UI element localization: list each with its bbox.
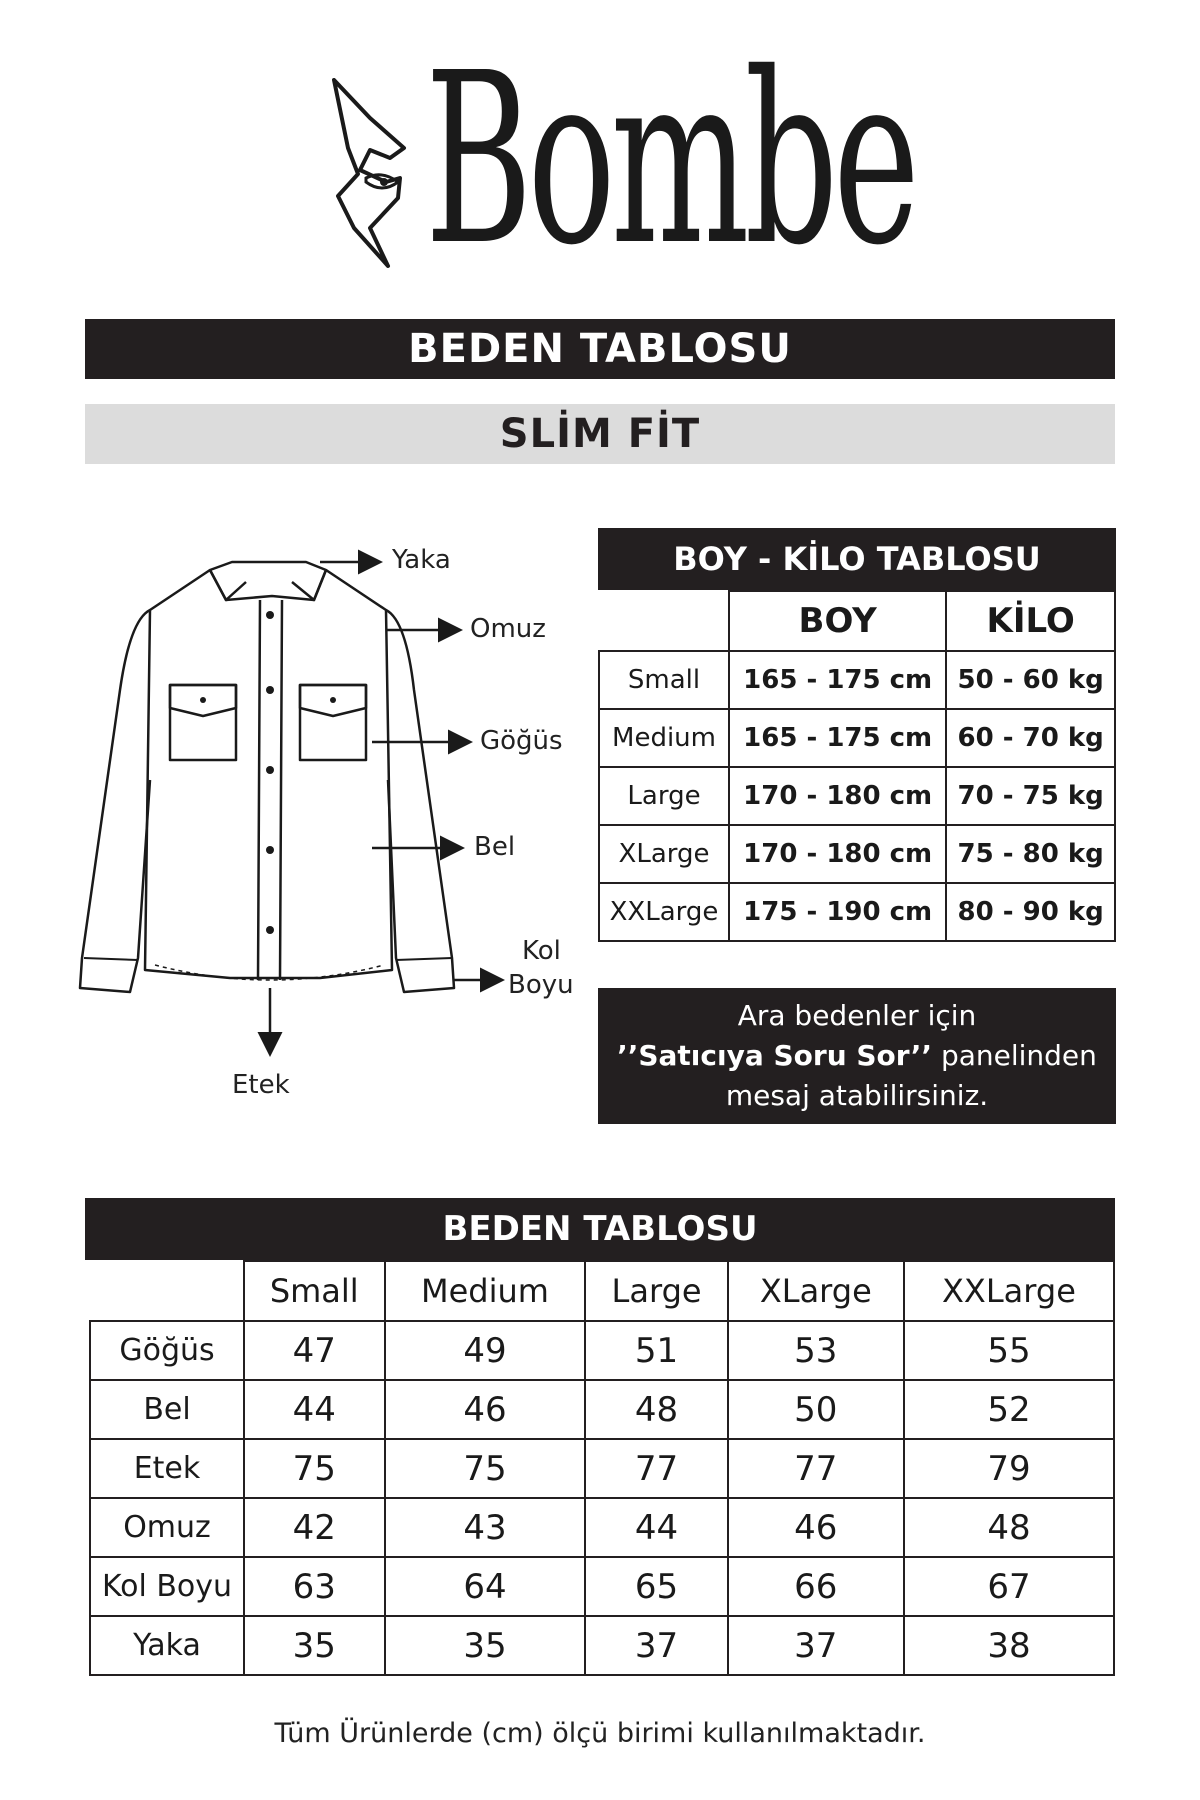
- note-line-2-rest: panelinden: [932, 1039, 1097, 1072]
- fit-banner: SLİM FİT: [85, 404, 1115, 464]
- blank-cell: [599, 591, 729, 651]
- label-boyu: Boyu: [508, 970, 574, 1000]
- note-line-1: Ara bedenler için: [737, 999, 977, 1032]
- size-cell: XXLarge: [599, 883, 729, 941]
- table-cell: 51: [585, 1321, 727, 1380]
- table-cell: 64: [385, 1557, 586, 1616]
- info-note: [598, 988, 1116, 1124]
- table-cell: 37: [585, 1616, 727, 1675]
- column-header: XLarge: [728, 1261, 904, 1321]
- table-cell: 75: [385, 1439, 586, 1498]
- table-cell: 35: [385, 1616, 586, 1675]
- table-cell: 52: [904, 1380, 1114, 1439]
- column-header: Medium: [385, 1261, 586, 1321]
- table-cell: 77: [585, 1439, 727, 1498]
- boy-kilo-table: [598, 590, 1116, 942]
- table-cell: 46: [385, 1380, 586, 1439]
- table-header-row: [599, 591, 1115, 651]
- table-cell: 44: [585, 1498, 727, 1557]
- table-row: [599, 651, 1115, 709]
- kilo-cell: 70 - 75 kg: [946, 767, 1115, 825]
- kilo-cell: 75 - 80 kg: [946, 825, 1115, 883]
- label-gogus: Göğüs: [480, 726, 563, 756]
- row-header: Omuz: [90, 1498, 244, 1557]
- table-row: [90, 1321, 1114, 1380]
- table-cell: 66: [728, 1557, 904, 1616]
- table-cell: 77: [728, 1439, 904, 1498]
- boy-cell: 175 - 190 cm: [729, 883, 946, 941]
- note-line-3: mesaj atabilirsiniz.: [725, 1079, 989, 1112]
- size-table-title: BEDEN TABLOSU: [85, 1198, 1115, 1260]
- table-row: [599, 767, 1115, 825]
- table-cell: 53: [728, 1321, 904, 1380]
- table-row: [90, 1616, 1114, 1675]
- table-cell: 47: [244, 1321, 385, 1380]
- label-bel: Bel: [474, 832, 516, 862]
- note-line-2: [598, 1036, 1116, 1076]
- column-header: Small: [244, 1261, 385, 1321]
- boy-cell: 170 - 180 cm: [729, 767, 946, 825]
- boy-cell: 165 - 175 cm: [729, 709, 946, 767]
- column-header-kilo: KİLO: [946, 591, 1115, 651]
- table-cell: 35: [244, 1616, 385, 1675]
- table-row: [599, 883, 1115, 941]
- row-header: Göğüs: [90, 1321, 244, 1380]
- table-header-row: [90, 1261, 1114, 1321]
- brand-logo: [330, 22, 915, 297]
- kilo-cell: 60 - 70 kg: [946, 709, 1115, 767]
- label-yaka: Yaka: [392, 545, 451, 575]
- table-cell: 55: [904, 1321, 1114, 1380]
- table-row: [90, 1380, 1114, 1439]
- label-etek: Etek: [232, 1070, 290, 1100]
- table-cell: 37: [728, 1616, 904, 1675]
- blank-cell: [90, 1261, 244, 1321]
- column-header: Large: [585, 1261, 727, 1321]
- size-cell: Medium: [599, 709, 729, 767]
- size-cell: Small: [599, 651, 729, 709]
- row-header: Etek: [90, 1439, 244, 1498]
- table-row: [599, 825, 1115, 883]
- column-header: XXLarge: [904, 1261, 1114, 1321]
- table-cell: 67: [904, 1557, 1114, 1616]
- row-header: Bel: [90, 1380, 244, 1439]
- table-cell: 48: [585, 1380, 727, 1439]
- size-cell: Large: [599, 767, 729, 825]
- boy-cell: 165 - 175 cm: [729, 651, 946, 709]
- size-table: [89, 1260, 1115, 1676]
- table-cell: 65: [585, 1557, 727, 1616]
- table-row: [90, 1498, 1114, 1557]
- table-cell: 50: [728, 1380, 904, 1439]
- row-header: Kol Boyu: [90, 1557, 244, 1616]
- title-banner: BEDEN TABLOSU: [85, 319, 1115, 379]
- table-cell: 46: [728, 1498, 904, 1557]
- shirt-diagram: [60, 540, 600, 1130]
- note-highlight: ’’Satıcıya Soru Sor’’: [617, 1039, 933, 1072]
- kilo-cell: 50 - 60 kg: [946, 651, 1115, 709]
- brand-wordmark: Bombe: [425, 22, 915, 297]
- table-cell: 63: [244, 1557, 385, 1616]
- table-cell: 44: [244, 1380, 385, 1439]
- table-cell: 42: [244, 1498, 385, 1557]
- fox-logo-icon: [330, 78, 410, 268]
- table-row: [90, 1557, 1114, 1616]
- table-cell: 75: [244, 1439, 385, 1498]
- column-header-boy: BOY: [729, 591, 946, 651]
- row-header: Yaka: [90, 1616, 244, 1675]
- table-cell: 43: [385, 1498, 586, 1557]
- table-cell: 48: [904, 1498, 1114, 1557]
- size-cell: XLarge: [599, 825, 729, 883]
- footer-note: Tüm Ürünlerde (cm) ölçü birimi kullanılmaktadır.: [274, 1718, 926, 1749]
- table-cell: 79: [904, 1439, 1114, 1498]
- table-row: [90, 1439, 1114, 1498]
- table-row: [599, 709, 1115, 767]
- label-omuz: Omuz: [470, 614, 546, 644]
- label-kol: Kol: [522, 936, 561, 966]
- table-cell: 38: [904, 1616, 1114, 1675]
- kilo-cell: 80 - 90 kg: [946, 883, 1115, 941]
- boy-kilo-title: BOY - KİLO TABLOSU: [598, 528, 1116, 590]
- table-cell: 49: [385, 1321, 586, 1380]
- boy-cell: 170 - 180 cm: [729, 825, 946, 883]
